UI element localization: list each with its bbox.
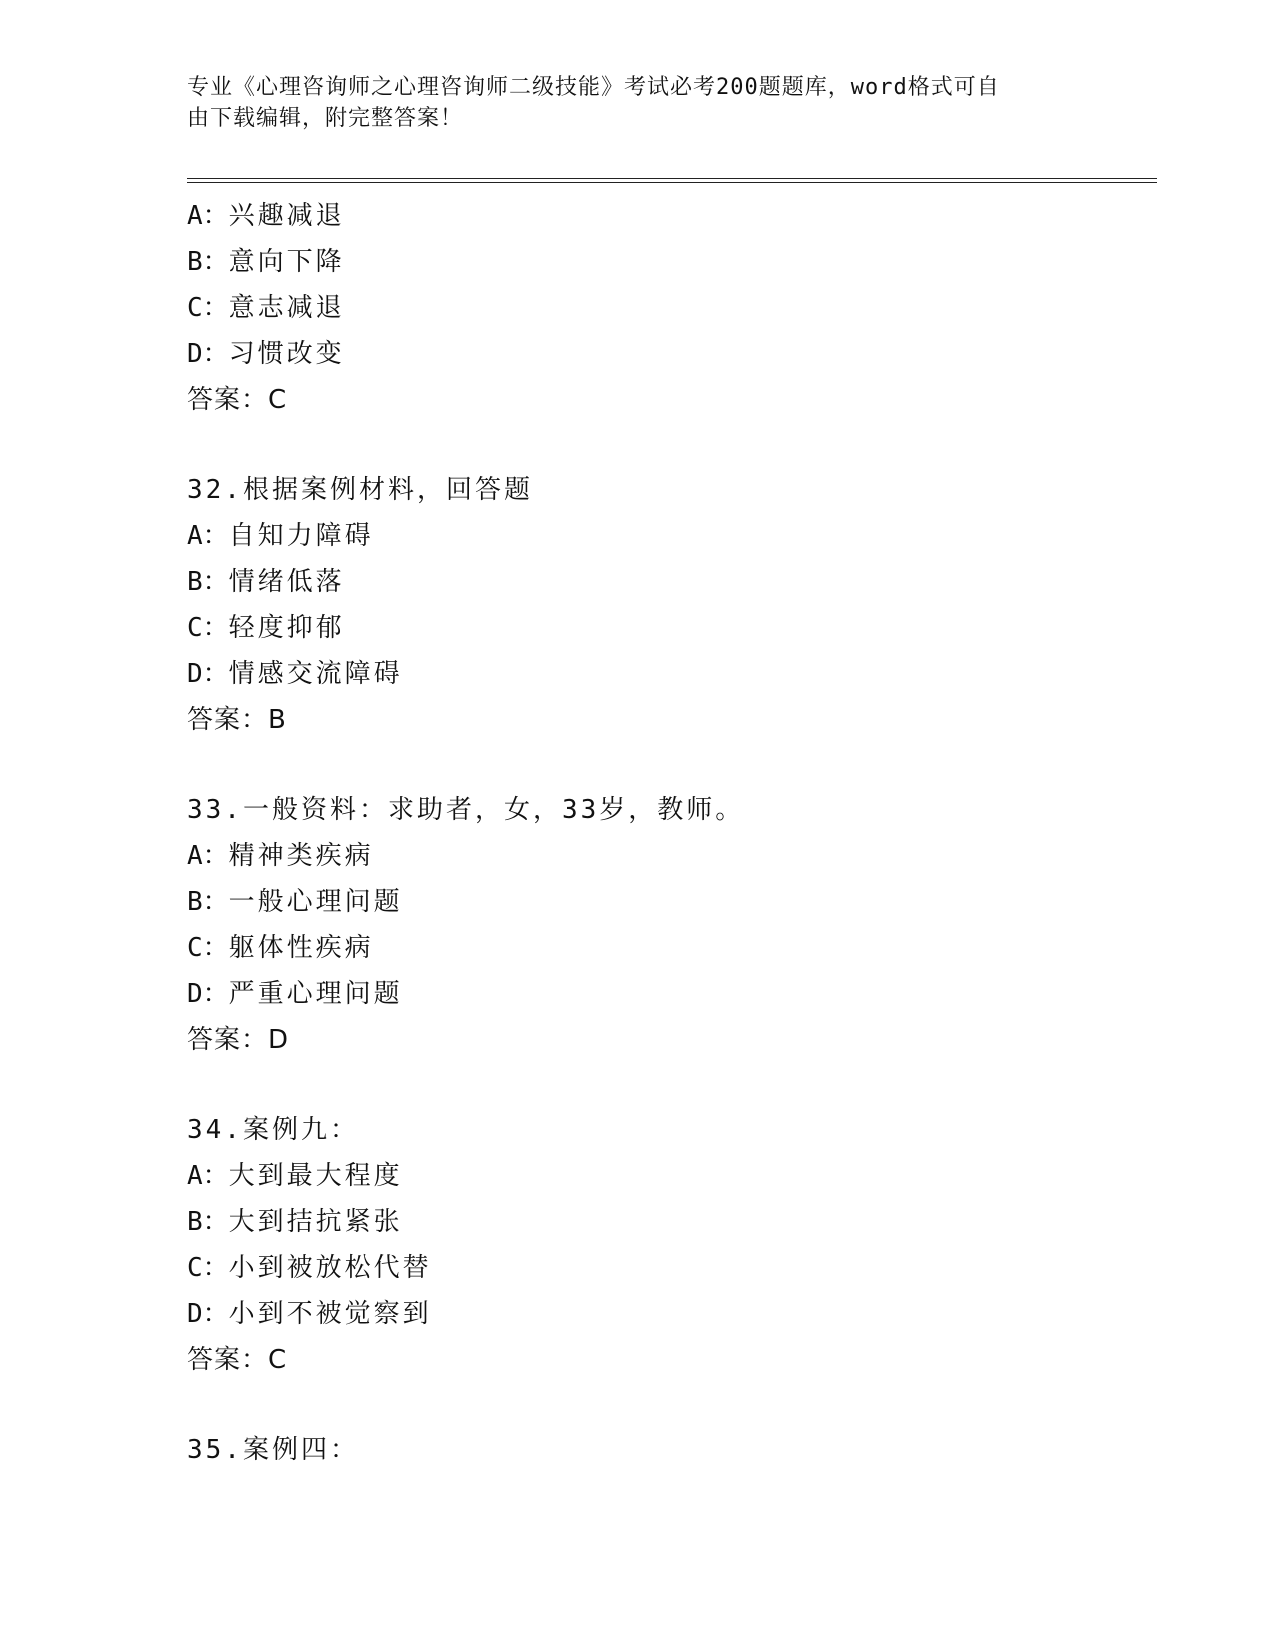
question-35 [187, 1427, 1157, 1473]
question-33 [187, 787, 1157, 1063]
option-d: D：情感交流障碍 [187, 659, 403, 689]
question-title: 35.案例四： [187, 1435, 359, 1465]
question-32 [187, 467, 1157, 743]
header-double-rule [187, 178, 1157, 183]
option-a: A：兴趣减退 [187, 201, 345, 231]
option-d: D：小到不被觉察到 [187, 1299, 432, 1329]
option-b: B：一般心理问题 [187, 887, 403, 917]
option-c: C：意志减退 [187, 293, 345, 323]
option-a: A：精神类疾病 [187, 841, 374, 871]
header-line-2: 由下载编辑，附完整答案！ [187, 106, 464, 131]
answer-line: 答案：C [187, 1345, 288, 1375]
option-c: C：轻度抑郁 [187, 613, 345, 643]
answer-line: 答案：C [187, 385, 288, 415]
option-b: B：意向下降 [187, 247, 345, 277]
document-page [187, 0, 1157, 1650]
option-b: B：情绪低落 [187, 567, 345, 597]
header-line-1: 专业《心理咨询师之心理咨询师二级技能》考试必考200题题库，word格式可自 [187, 75, 1000, 100]
option-c: C：躯体性疾病 [187, 933, 374, 963]
question-title: 32.根据案例材料，回答题 [187, 475, 533, 505]
option-d: D：严重心理问题 [187, 979, 403, 1009]
answer-line: 答案：B [187, 705, 287, 735]
option-b: B：大到拮抗紧张 [187, 1207, 403, 1237]
option-d: D：习惯改变 [187, 339, 345, 369]
option-a: A：大到最大程度 [187, 1161, 403, 1191]
question-list [187, 193, 1157, 1473]
question-34 [187, 1107, 1157, 1383]
document-header [187, 72, 1067, 134]
option-c: C：小到被放松代替 [187, 1253, 432, 1283]
answer-line: 答案：D [187, 1025, 290, 1055]
question-31-continuation [187, 193, 1157, 423]
option-a: A：自知力障碍 [187, 521, 374, 551]
question-title: 33.一般资料：求助者，女，33岁，教师。 [187, 795, 745, 825]
question-title: 34.案例九： [187, 1115, 359, 1145]
